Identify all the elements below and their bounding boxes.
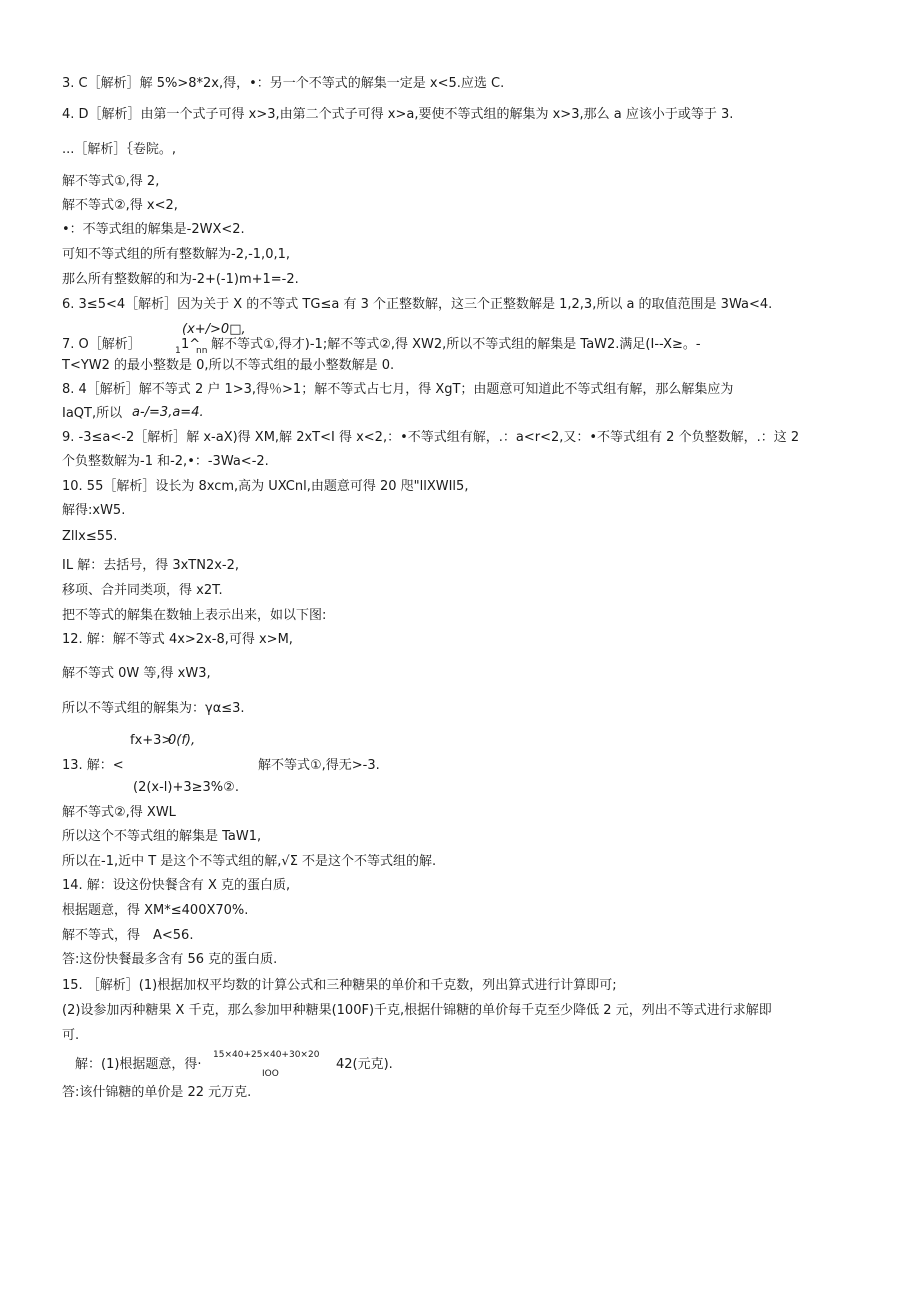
answer-14-result: A<56. <box>153 928 194 943</box>
answer-11-line: 把不等式的解集在数轴上表示出来，如以下图: <box>62 608 327 623</box>
answer-11-line: 移项、合并同类项，得 x2T. <box>62 583 223 598</box>
answer-7-line: T<YW2 的最小整数是 0,所以不等式组的最小整数解是 0. <box>62 358 395 373</box>
answer-15-line: 15. ［解析］(1)根据加权平均数的计算公式和三种糖果的单价和千克数，列出算式进行计算即可; <box>62 978 617 993</box>
answer-7-glyph: 1^ <box>181 337 201 352</box>
answer-14-line: 答:这份快餐最多含有 56 克的蛋白质. <box>62 952 278 967</box>
fraction-denominator: IOO <box>262 1069 279 1079</box>
answer-14-line: 根据题意，得 XM*≤400X70%. <box>62 903 249 918</box>
answer-12-line: 12. 解：解不等式 4x>2x-8,可得 x>M, <box>62 632 293 647</box>
answer-4: 4. D［解析］由第一个式子可得 x>3,由第二个式子可得 x>a,要使不等式组的解集为 x>3,那么 a 应该小于或等于 3. <box>62 107 734 122</box>
answer-5-line: 解不等式②,得 x<2, <box>62 198 178 213</box>
answer-10-line: 解得:xW5. <box>62 503 126 518</box>
answer-7-glyph: nn <box>196 346 208 356</box>
answer-6: 6. 3≤5<4［解析］因为关于 X 的不等式 TG≤a 有 3 个正整数解，这三个正整数解是 1,2,3,所以 a 的取值范围是 3Wa<4. <box>62 297 773 312</box>
answer-13-system-bottom: (2(x-l)+3≥3%②. <box>133 780 239 795</box>
answer-13-system-top: 0(f), <box>168 733 196 748</box>
answer-9-line: 个负整数解为-1 和-2,•：-3Wa<-2. <box>62 454 269 469</box>
answer-3: 3. C［解析］解 5%>8*2x,得，•：另一个不等式的解集一定是 x<5.应选 C. <box>62 76 505 91</box>
answer-13-line: 所以这个不等式组的解集是 TaW1, <box>62 829 262 844</box>
answer-5-heading: ...［解析］｛卷院。, <box>62 142 177 157</box>
answer-15-line: (2)设参加丙种糖果 X 千克，那么参加甲种糖果(100F)千克,根据什锦糖的单价每千克至少降低 2 元，列出不等式进行求解即 <box>62 1003 772 1018</box>
answer-15-line: 可. <box>62 1028 80 1043</box>
answer-13-line: 所以在-1,近中 T 是这个不等式组的解,√Σ 不是这个不等式组的解. <box>62 854 437 869</box>
answer-13-text: 解不等式①,得无>-3. <box>258 758 380 773</box>
answer-8-line: 8. 4［解析］解不等式 2 户 1>3,得％>1；解不等式占七月，得 XgT；由题意可知道此不等式组有解，那么解集应为 <box>62 382 734 397</box>
answer-9-line: 9. -3≤a<-2［解析］解 x-aX)得 XM,解 2xT<I 得 x<2,：•不等式组有解，.：a<r<2,又：•不等式组有 2 个负整数解，.：这 2 <box>62 430 800 445</box>
answer-5-line: 解不等式①,得 2, <box>62 174 160 189</box>
answer-5-line: 那么所有整数解的和为-2+(-1)m+1=-2. <box>62 272 299 287</box>
answer-5-line: •：不等式组的解集是-2WX<2. <box>62 222 245 237</box>
fraction-numerator: 15×40+25×40+30×20 <box>213 1050 320 1060</box>
answer-5-line: 可知不等式组的所有整数解为-2,-1,0,1, <box>62 247 290 262</box>
answer-15-result: 42(元克). <box>336 1057 393 1072</box>
answer-8-line: IaQT,所以 <box>62 406 123 421</box>
answer-8-result: a-/=3,a=4. <box>132 405 204 420</box>
answer-7-label: 7. O［解析］ <box>62 337 141 352</box>
answer-13-line: 解不等式②,得 XWL <box>62 805 176 820</box>
answer-10-line: Zllx≤55. <box>62 529 118 544</box>
answer-14-line: 14. 解：设这份快餐含有 X 克的蛋白质, <box>62 878 291 893</box>
answer-11-line: IL 解：去括号，得 3xTN2x-2, <box>62 558 240 573</box>
answer-7-glyph: 1 <box>175 346 181 356</box>
answer-15-conclusion: 答:该什锦糖的单价是 22 元万克. <box>62 1085 252 1100</box>
answer-12-line: 解不等式 0W 等,得 xW3, <box>62 666 211 681</box>
answer-7-system-top: (x+/>0□, <box>182 322 246 337</box>
answer-15-solution: 解：(1)根据题意，得· <box>75 1057 202 1072</box>
answer-13-label: 13. 解：< <box>62 758 124 773</box>
answer-12-line: 所以不等式组的解集为：γα≤3. <box>62 701 245 716</box>
answer-7-text: 解不等式①,得才)-1;解不等式②,得 XW2,所以不等式组的解集是 TaW2.满足(I--X≥。- <box>211 337 701 352</box>
answer-14-line: 解不等式，得 <box>62 928 141 943</box>
answer-10-line: 10. 55［解析］设长为 8xcm,高为 UXCnl,由题意可得 20 咫"llXWIl5, <box>62 479 469 494</box>
answer-13-system-top: fx+3> <box>130 733 173 748</box>
